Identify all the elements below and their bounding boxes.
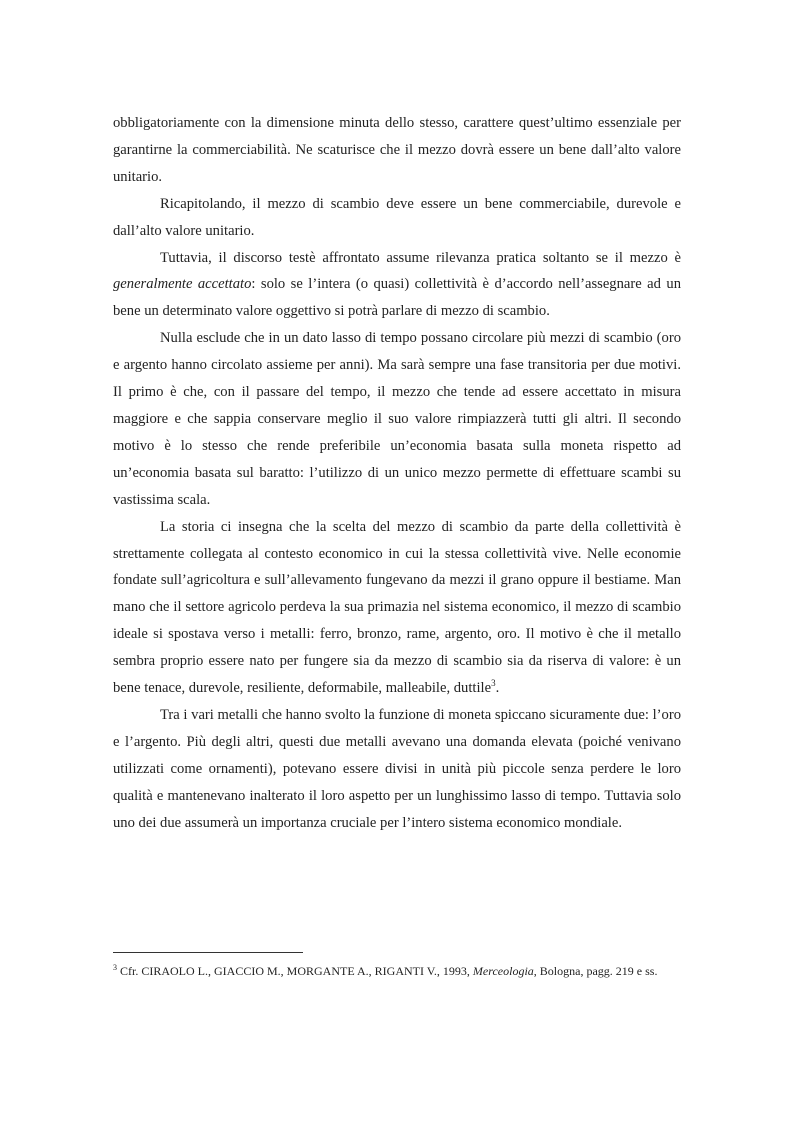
footnote-separator [113,952,303,953]
paragraph-2: Ricapitolando, il mezzo di scambio deve essere un bene commerciabile, durevole e dall’alto valore unitario. [113,195,681,239]
paragraph-6: Tra i vari metalli che hanno svolto la funzione di moneta spiccano sicuramente due: l’oro e l’argento. Più degli altri, questi due metalli avevano una domanda elevata (poiché venivano utilizzati come ornamenti), potevano essere divisi in unità più piccole senza perdere le loro qualità e mantenevano inalterato il loro aspetto per un lunghissimo lasso di tempo. Tuttavia solo uno dei due assumerà un importanza cruciale per l’intero sistema economico mondiale. [113,706,681,831]
footnote [113,959,681,984]
paragraph-4: Nulla esclude che in un dato lasso di tempo possano circolare più mezzi di scambio (oro e argento hanno circolato assieme per anni). Ma sarà sempre una fase transitoria per due motivi. Il primo è che, con il passare del tempo, il mezzo che tende ad essere accettato in misura maggiore e che sappia conservare meglio il suo valore rimpiazzerà tutti gli altri. Il secondo motivo è lo stesso che rende preferibile un’economia basata sulla moneta rispetto ad un’economia basata sul baratto: l’utilizzo di un unico mezzo permette di effettuare scambi su vastissima scala. [113,330,681,508]
footnote-mark: 3 [113,963,117,972]
footnote-text-before: Cfr. CIRAOLO L., GIACCIO M., MORGANTE A., RIGANTI V., 1993, [117,964,473,978]
paragraph-1: obbligatoriamente con la dimensione minuta dello stesso, carattere quest’ultimo essenziale per garantirne la commerciabilità. Ne scaturisce che il mezzo dovrà essere un bene dall’alto valore unitario. [113,115,681,185]
footnote-text-after: , Bologna, pagg. 219 e ss. [533,964,658,978]
paragraph-3-after: : solo se l’intera (o quasi) collettività è d’accordo nell’assegnare ad un bene un determinato valore oggettivo si potrà parlare di mezzo di scambio. [113,276,681,320]
footnote-reference: 3 [491,678,496,689]
paragraph-5-end: . [495,680,500,697]
paragraph-3-emphasis: generalmente accettato [113,276,252,293]
paragraph-3-before: Tuttavia, il discorso testè affrontato assume rilevanza pratica soltanto se il mezzo è [160,249,681,266]
paragraph-5-text: La storia ci insegna che la scelta del mezzo di scambio da parte della collettività è strettamente collegata al contesto economico in cui la stessa collettività vive. Nelle economie fondate sull’agricoltura e sull’allevamento fungevano da mezzi il grano oppure il bestiame. Man mano che il settore agricolo perdeva la sua primazia nel sistema economico, il mezzo di scambio ideale si spostava verso i metalli: ferro, bronzo, rame, argento, oro. Il motivo è che il metallo sembra proprio essere nato per fungere sia da mezzo di scambio sia da riserva di valore: è un bene tenace, durevole, resiliente, deformabile, malleabile, duttile [113,518,681,697]
paragraph-3 [113,245,681,326]
paragraph-5 [113,514,681,702]
body-text [113,110,681,836]
footnote-title: Merceologia [472,964,534,978]
